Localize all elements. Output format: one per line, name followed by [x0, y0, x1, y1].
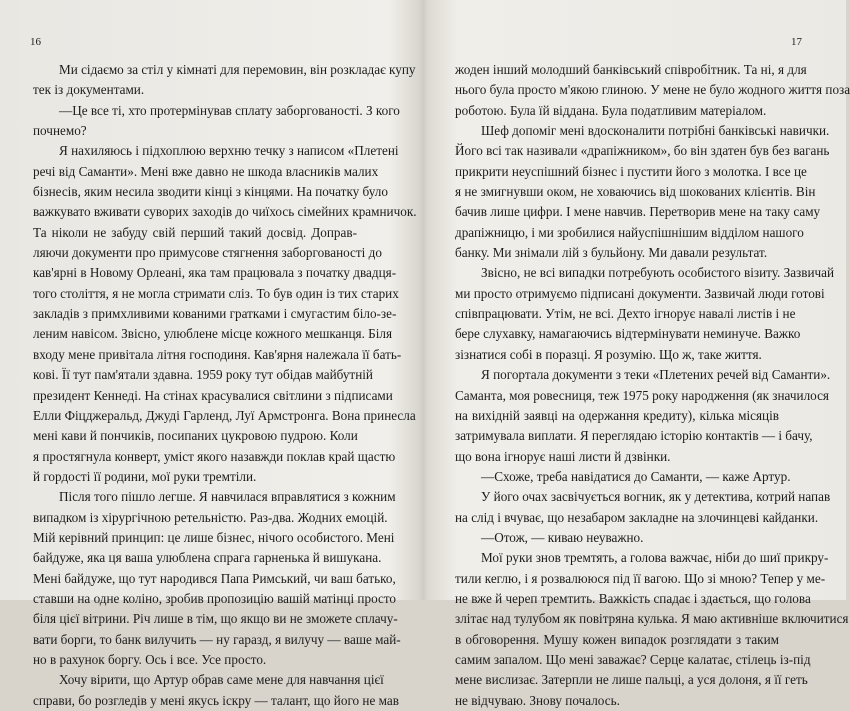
text-line: Хочу вірити, що Артур обрав саме мене для навчання цієї [59, 672, 384, 688]
text-line: того століття, я не могла стримати сліз. То був один із тих старих [33, 285, 399, 301]
text-line: нього була просто м'якою глиною. У мене не було жодного життя поза [455, 82, 850, 98]
text-line: Після того пішло легше. Я навчилася вправлятися з кожним [59, 489, 396, 505]
text-line: Шеф допоміг мені вдосконалити потрібні банківські навички. [481, 123, 830, 139]
text-line: не вже й череп тремтить. Важкість спадає і здається, що голова [455, 590, 811, 606]
text-line: справи, бо розгледів у мені якусь іскру — талант, що його не мав [33, 692, 399, 708]
text-line: Його всі так називали «драпіжником», бо він здатен був без вагань [455, 143, 830, 159]
text-line: леним навісом. Звісно, улюблене місце кожного мешканця. Біля [33, 326, 393, 342]
text-line: тек із документами. [33, 82, 145, 98]
text-line: Мій керівний принцип: це лише бізнес, нічого особистого. Мені [33, 529, 395, 545]
text-line: Я погортала документи з теки «Плетених речей від Саманти». [481, 367, 831, 383]
text-line: банку. Ми знімали лій з бульйону. Ми давали результат. [455, 245, 768, 261]
text-line: Мої руки знов тремтять, а голова важчає, ніби до шиї прикру- [481, 550, 829, 566]
text-line: біля цієї вітрини. Річ лише в тім, що якщо ви не зможете сплачу- [33, 611, 398, 627]
text-line: затримувала виплати. Я переглядаю історію контактів — і бачу, [455, 428, 813, 444]
text-line: бере слухавку, намагаючись відтермінувати неминуче. Важко [455, 326, 801, 342]
text-line: речі від Саманти». Мені вже давно не шкода власників малих [33, 163, 379, 179]
text-line: прикрити неуспішний бізнес і пустити його з молотка. І все це [455, 163, 807, 179]
text-line: —Це все ті, хто протермінував сплату заборгованості. З кого [59, 102, 400, 118]
text-line: Та ніколи не забуду свій перший такий досвід. Доправ- [33, 224, 357, 240]
text-line: Саманта, моя ровесниця, теж 1975 року народження (як значилося [455, 387, 829, 403]
text-line: в обговорення. Мушу кожен випадок розглядати з таким [455, 631, 779, 647]
text-line: байдуже, яка ця ваша улюблена спрага гарненька й вишукана. [33, 550, 382, 566]
text-line: входу мене привітала літня господиня. Кав'ярня належала її бать- [33, 346, 402, 362]
text-line: співпрацювати. Утім, не всі. Дехто ігнорує навалі листів і не [455, 306, 796, 322]
text-line: Звісно, не всі випадки потребують особистого візиту. Зазвичай [481, 265, 835, 281]
text-line: самим запалом. Що мені заважає? Серце калатає, стілець із-під [455, 651, 811, 667]
text-line: ми просто отримуємо підписані документи. Зазвичай люди готові [455, 285, 825, 301]
text-line: жоден інший молодший банківський співробітник. Та ні, я для [455, 62, 807, 77]
right-page-text [455, 60, 850, 711]
text-line: Елли Фіцджеральд, Джуді Гарленд, Луї Армстронга. Вона принесла [33, 407, 416, 423]
text-line: кав'ярні в Новому Орлеані, яка там працювала з початку двадця- [33, 265, 397, 281]
text-line: почнемо? [33, 123, 87, 139]
text-line: мене вислизає. Затерпли не лише пальці, а уся долоня, я її геть [455, 672, 808, 688]
page-number: 17 [791, 36, 802, 48]
text-line: У його очах засвічується вогник, як у детектива, котрий напав [481, 489, 831, 505]
text-line: президент Кеннеді. На стінах красувалися світлини з підписами [33, 387, 393, 403]
text-line: мені кави й пончиків, посипаних цукровою пудрою. Коли [33, 428, 358, 444]
text-line: ставши на одне коліно, зробив пропозицію вашій матінці просто [33, 590, 397, 606]
text-line: Я нахиляюсь і підхоплюю верхню течку з написом «Плетені [59, 143, 399, 159]
text-line: не відчуваю. Знову почалось. [455, 692, 620, 708]
text-line: важкувато вживати суворих заходів до чиїхось сімейних крамничок. [33, 204, 417, 220]
text-line: —Схоже, треба навідатися до Саманти, — каже Артур. [481, 468, 791, 484]
text-line: закладів з примхливими кованими гратками і смугастим біло-зе- [33, 306, 397, 322]
text-line: на слід і вчуває, що незабаром закладне на злочинцеві кайданки. [455, 509, 819, 525]
text-line: но в рахунок боргу. Ось і все. Усе просто. [33, 651, 267, 667]
text-line: кові. Її тут пам'ятали здавна. 1959 року тут обідав майбутній [33, 367, 373, 383]
text-line: Мені байдуже, що тут народився Папа Римський, чи ваш батько, [33, 570, 396, 586]
text-line: бачив лише цифри. І мене навчив. Перетворив мене на таку саму [455, 204, 821, 220]
page-number: 16 [30, 36, 41, 48]
text-line: —Отож, — киваю неуважно. [481, 529, 644, 545]
text-line: й гордості її родини, мої руки тремтіли. [33, 468, 257, 484]
text-line: я простягнула конверт, уміст якого назавжди поклав край щастю [33, 448, 396, 464]
left-page-text [33, 60, 417, 711]
text-line: на вихідній заявці на одержання кредиту), кілька місяців [455, 407, 779, 423]
text-line: Ми сідаємо за стіл у кімнаті для перемовин, він розкладає купу [59, 62, 416, 77]
text-line: злітає над тулубом як повітряна кулька. Я маю активніше включитися [455, 611, 849, 627]
text-line: зізнатися собі в поразці. Я розумію. Що ж, таке життя. [455, 346, 762, 362]
right-page [423, 0, 850, 708]
text-line: драпіжницю, і ми зробилися найуспішнішим відділом нашого [455, 224, 804, 240]
text-line: бізнесів, яким несила зводити кінці з кінцями. На початку було [33, 184, 388, 200]
text-line: я не змигнувши оком, не ховаючись від шокованих клієнтів. Він [455, 184, 816, 200]
text-line: випадком із хірургічною ретельністю. Раз-два. Жодних емоцій. [33, 509, 388, 525]
text-line: роботою. Була їй віддана. Була податливим матеріалом. [455, 102, 767, 118]
text-line: тили кеглю, і я розвалююся під її вагою. Що зі мною? Тепер у ме- [455, 570, 826, 586]
text-line: ляючи документи про примусове стягнення заборгованості до [33, 245, 382, 261]
text-line: вати борги, то банк вилучить — ну гаразд, я вилучу — ваше май- [33, 631, 401, 647]
text-line: що вона ігнорує наші листи й дзвінки. [455, 448, 671, 464]
left-page [0, 0, 423, 708]
